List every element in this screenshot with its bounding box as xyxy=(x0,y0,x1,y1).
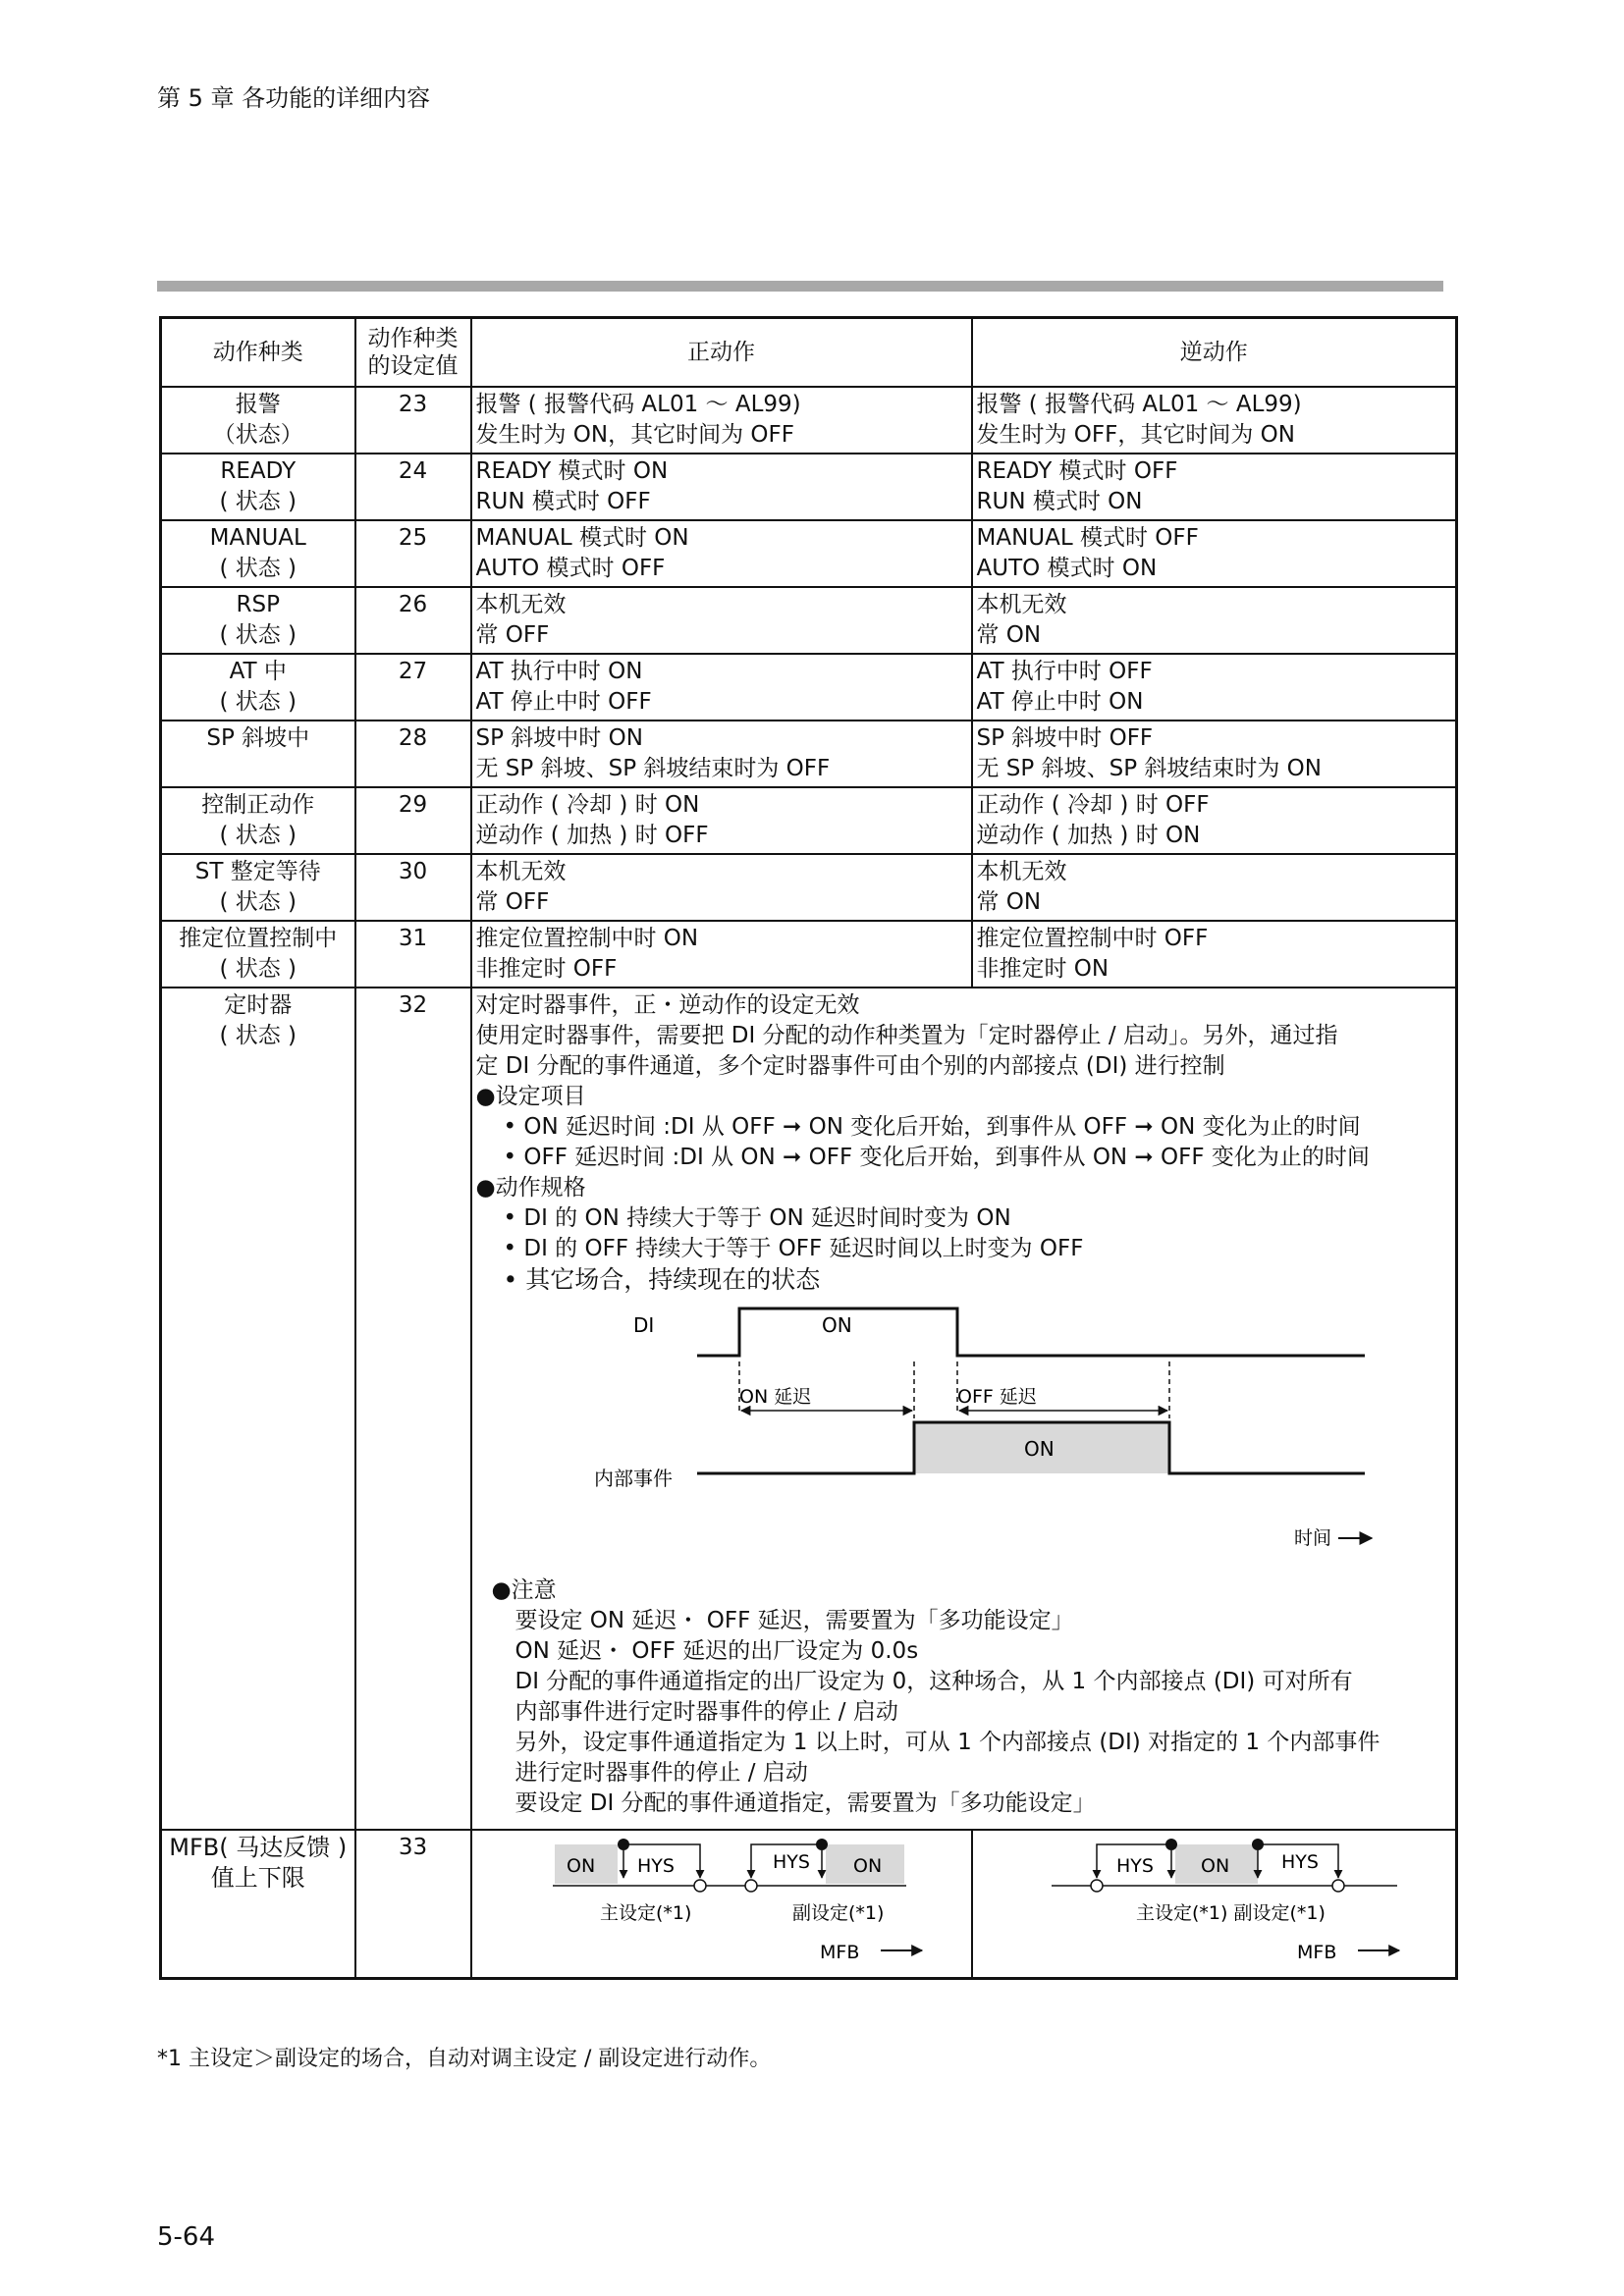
row-direct-action: 正动作 ( 冷却 ) 时 ON 逆动作 ( 加热 ) 时 OFF xyxy=(471,787,972,854)
di-label: DI xyxy=(632,1313,654,1337)
chapter-header: 第 5 章 各功能的详细内容 xyxy=(157,84,431,112)
row-name: 控制正动作 ( 状态 ) xyxy=(161,787,355,854)
table-row xyxy=(161,721,1457,787)
note-title: ●注意 xyxy=(491,1577,557,1603)
header-setting-value: 动作种类 的设定值 xyxy=(355,318,471,388)
table-row xyxy=(161,921,1457,988)
row-name: SP 斜坡中 xyxy=(161,721,355,787)
row-code: 24 xyxy=(355,454,471,520)
row-direct-action: 本机无效 常 OFF xyxy=(471,587,972,654)
mfb-on-right: ON xyxy=(852,1855,882,1877)
row-name: ST 整定等待 ( 状态 ) xyxy=(161,854,355,921)
row-name: 定时器 ( 状态 ) xyxy=(161,988,355,1830)
mfb-direct-diagram xyxy=(472,1831,969,1968)
off-delay-label: OFF 延迟 xyxy=(956,1386,1037,1408)
row-code: 23 xyxy=(355,387,471,454)
action-type-table xyxy=(159,316,1458,1980)
row-reverse-action: MANUAL 模式时 OFF AUTO 模式时 ON xyxy=(972,520,1457,587)
row-reverse-action: 本机无效 常 ON xyxy=(972,587,1457,654)
section-rule xyxy=(157,281,1443,292)
table-row-mfb xyxy=(161,1830,1457,1979)
row-name: 报警 （状态） xyxy=(161,387,355,454)
row-name: AT 中 ( 状态 ) xyxy=(161,654,355,721)
row-direct-action: 报警 ( 报警代码 AL01 ～ AL99) 发生时为 ON，其它时间为 OFF xyxy=(471,387,972,454)
mfb-sub-setting: 副设定(*1) xyxy=(791,1902,884,1924)
event-on-label: ON xyxy=(1023,1437,1055,1461)
spec-title: ●动作规格 xyxy=(475,1175,586,1201)
row-code: 26 xyxy=(355,587,471,654)
header-reverse-action: 逆动作 xyxy=(972,318,1457,388)
row-code: 30 xyxy=(355,854,471,921)
mfb-hys-right: HYS xyxy=(772,1851,810,1873)
mfb-on-left: ON xyxy=(566,1855,595,1877)
row-direct-action: MANUAL 模式时 ON AUTO 模式时 OFF xyxy=(471,520,972,587)
row-direct-action: SP 斜坡中时 ON 无 SP 斜坡、SP 斜坡结束时为 OFF xyxy=(471,721,972,787)
table-row xyxy=(161,387,1457,454)
mfb-rev-hys-right: HYS xyxy=(1280,1851,1319,1873)
settings-title: ●设定项目 xyxy=(475,1084,586,1109)
row-reverse-action: 推定位置控制中时 OFF 非推定时 ON xyxy=(972,921,1457,988)
time-label: 时间 xyxy=(1293,1527,1331,1549)
header-action-type: 动作种类 xyxy=(161,318,355,388)
mfb-rev-hys-left: HYS xyxy=(1115,1855,1154,1877)
table-row xyxy=(161,854,1457,921)
table-row xyxy=(161,454,1457,520)
row-reverse-action: READY 模式时 OFF RUN 模式时 ON xyxy=(972,454,1457,520)
row-code: 28 xyxy=(355,721,471,787)
table-header-row xyxy=(161,318,1457,388)
mfb-rev-on: ON xyxy=(1200,1855,1229,1877)
row-reverse-action: 报警 ( 报警代码 AL01 ～ AL99) 发生时为 OFF，其它时间为 ON xyxy=(972,387,1457,454)
row-name: 推定位置控制中 ( 状态 ) xyxy=(161,921,355,988)
mfb-hys-left: HYS xyxy=(636,1855,675,1877)
timer-description: 对定时器事件，正・逆动作的设定无效 使用定时器事件，需要把 DI 分配的动作种类置为「定时器停止 / 启动」。另外，通过指 定 DI 分配的事件通道，多个定时器事件可由个别的内部接点 (DI) 进行控制 ●设定项目 • ON 延迟时间 :DI 从 OFF ➞ ON 变化后开始，到事件从 OFF ➞ ON 变化为止的时间 • OFF 延迟时间 :DI 从 ON ➞ OFF 变化后开始，到事件从 ON ➞ OFF 变化为止的时间 ●动作规格 • DI 的 ON 持续大于等于 ON 延迟时间时变为 ON • DI 的 OFF 持续大于等于 OFF 延迟时间以上时变为 OFF • 其它场合，持续现在的状态 DI ON ON 延迟 OFF 延迟 内部事件 ON 时间 ●注意 要设定 ON 延迟・ OFF 延迟，需要置为「多功能设定」 ON 延迟・ OFF 延迟的出厂设定为 0.0s DI 分配的事件通道指定的出厂设定为 0，这种场合，从 1 个内部接点 (DI) 可对所有 内部事件进行定时器事件的停止 / 启动 另外，设定事件通道指定为 1 以上时，可从 1 个内部接点 (DI) 对指定的 1 个内部事件 进行定时器事件的停止 / 启动 要设定 DI 分配的事件通道指定，需要置为「多功能设定」 xyxy=(471,988,1457,1830)
row-reverse-action: SP 斜坡中时 OFF 无 SP 斜坡、SP 斜坡结束时为 ON xyxy=(972,721,1457,787)
row-name: READY ( 状态 ) xyxy=(161,454,355,520)
mfb-reverse-diagram xyxy=(973,1831,1454,1968)
header-direct-action: 正动作 xyxy=(471,318,972,388)
row-code: 31 xyxy=(355,921,471,988)
page-number: 5-64 xyxy=(157,2222,216,2252)
row-name: MFB( 马达反馈 ) 值上下限 xyxy=(161,1830,355,1979)
table-row-timer xyxy=(161,988,1457,1830)
mfb-main-setting: 主设定(*1) xyxy=(599,1902,691,1924)
mfb-reverse-diagram-cell xyxy=(972,1830,1457,1979)
row-reverse-action: AT 执行中时 OFF AT 停止中时 ON xyxy=(972,654,1457,721)
table-row xyxy=(161,787,1457,854)
on-delay-label: ON 延迟 xyxy=(738,1386,811,1408)
row-name: RSP ( 状态 ) xyxy=(161,587,355,654)
row-reverse-action: 本机无效 常 ON xyxy=(972,854,1457,921)
footnote: *1 主设定＞副设定的场合，自动对调主设定 / 副设定进行动作。 xyxy=(157,2047,772,2071)
row-direct-action: 推定位置控制中时 ON 非推定时 OFF xyxy=(471,921,972,988)
mfb-rev-axis-label: MFB xyxy=(1296,1942,1336,1963)
table-row xyxy=(161,654,1457,721)
row-code: 29 xyxy=(355,787,471,854)
row-reverse-action: 正动作 ( 冷却 ) 时 OFF 逆动作 ( 加热 ) 时 ON xyxy=(972,787,1457,854)
mfb-direct-diagram-cell xyxy=(471,1830,972,1979)
row-code: 33 xyxy=(355,1830,471,1979)
mfb-axis-label: MFB xyxy=(819,1942,859,1963)
row-name: MANUAL ( 状态 ) xyxy=(161,520,355,587)
mfb-rev-settings: 主设定(*1) 副设定(*1) xyxy=(1135,1902,1326,1924)
table-row xyxy=(161,520,1457,587)
row-code: 32 xyxy=(355,988,471,1830)
row-code: 25 xyxy=(355,520,471,587)
row-direct-action: READY 模式时 ON RUN 模式时 OFF xyxy=(471,454,972,520)
row-direct-action: AT 执行中时 ON AT 停止中时 OFF xyxy=(471,654,972,721)
internal-event-label: 内部事件 xyxy=(593,1467,673,1490)
row-code: 27 xyxy=(355,654,471,721)
di-on-label: ON xyxy=(821,1313,852,1337)
table-row xyxy=(161,587,1457,654)
timer-timing-diagram xyxy=(476,1301,1438,1575)
row-direct-action: 本机无效 常 OFF xyxy=(471,854,972,921)
